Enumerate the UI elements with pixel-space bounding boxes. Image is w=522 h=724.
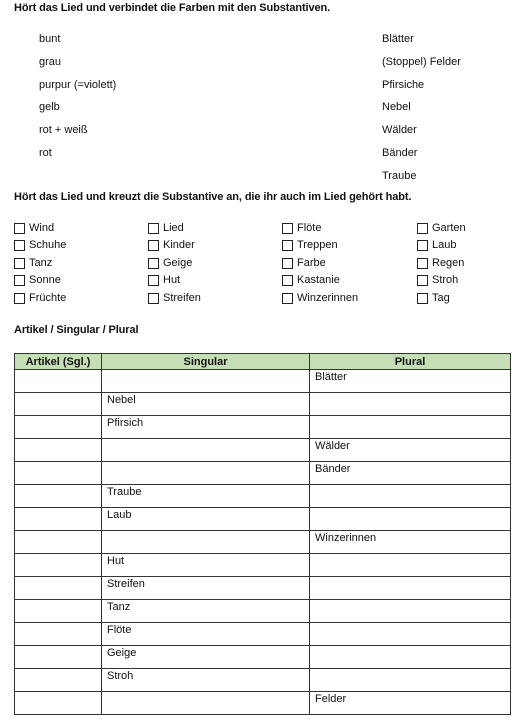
- article-cell[interactable]: [15, 439, 102, 462]
- table-row: [15, 692, 511, 715]
- singular-cell[interactable]: Flöte: [102, 623, 310, 646]
- article-cell[interactable]: [15, 692, 102, 715]
- plural-cell[interactable]: [310, 554, 511, 577]
- table-row: [15, 485, 511, 508]
- noun-word: Pfirsiche: [382, 79, 425, 91]
- checkbox-label: Tag: [432, 292, 450, 304]
- checkbox-label: Schuhe: [29, 239, 67, 251]
- checkbox-label: Winzerinnen: [297, 292, 359, 304]
- article-singular-plural-table: [14, 353, 511, 715]
- plural-cell[interactable]: [310, 669, 511, 692]
- plural-cell[interactable]: [310, 577, 511, 600]
- color-word: rot: [39, 147, 52, 159]
- column-header-plural: Plural: [310, 354, 511, 370]
- checkbox[interactable]: [417, 223, 428, 234]
- checkbox-item[interactable]: [417, 220, 466, 236]
- singular-cell[interactable]: Tanz: [102, 600, 310, 623]
- checkbox-item[interactable]: [148, 220, 184, 236]
- heading-match-colors: Hört das Lied und verbindet die Farben mit den Substantiven.: [14, 2, 331, 14]
- table-row: [15, 416, 511, 439]
- article-cell[interactable]: [15, 577, 102, 600]
- article-cell[interactable]: [15, 485, 102, 508]
- plural-cell[interactable]: Wälder: [310, 439, 511, 462]
- singular-cell[interactable]: [102, 439, 310, 462]
- table-row: [15, 623, 511, 646]
- checkbox-item[interactable]: [14, 220, 54, 236]
- noun-word: Nebel: [382, 101, 411, 113]
- table-header-row: [15, 354, 511, 370]
- checkbox-label: Treppen: [297, 239, 338, 251]
- checkbox-label: Stroh: [432, 274, 459, 286]
- singular-cell[interactable]: [102, 692, 310, 715]
- table-row: [15, 531, 511, 554]
- table-row: [15, 370, 511, 393]
- article-cell[interactable]: [15, 623, 102, 646]
- checkbox[interactable]: [148, 223, 159, 234]
- singular-cell[interactable]: [102, 531, 310, 554]
- checkbox[interactable]: [14, 240, 25, 251]
- checkbox-item[interactable]: [14, 237, 66, 253]
- table-row: [15, 669, 511, 692]
- table-row: [15, 600, 511, 623]
- checkbox[interactable]: [148, 275, 159, 286]
- color-word: rot + weiß: [39, 124, 88, 136]
- plural-cell[interactable]: Blätter: [310, 370, 511, 393]
- singular-cell[interactable]: Streifen: [102, 577, 310, 600]
- table-row: [15, 508, 511, 531]
- checkbox-item[interactable]: [282, 290, 358, 306]
- article-cell[interactable]: [15, 646, 102, 669]
- table-row: [15, 439, 511, 462]
- plural-cell[interactable]: [310, 623, 511, 646]
- checkbox-label: Geige: [163, 257, 193, 269]
- checkbox-item[interactable]: [148, 255, 192, 271]
- checkbox[interactable]: [14, 275, 25, 286]
- checkbox-item[interactable]: [417, 290, 450, 306]
- singular-cell[interactable]: Traube: [102, 485, 310, 508]
- heading-tick-nouns: Hört das Lied und kreuzt die Substantive an, die ihr auch im Lied gehört habt.: [14, 191, 412, 203]
- singular-cell[interactable]: Pfirsich: [102, 416, 310, 439]
- checkbox[interactable]: [282, 275, 293, 286]
- singular-cell[interactable]: Geige: [102, 646, 310, 669]
- checkbox[interactable]: [282, 258, 293, 269]
- color-word: bunt: [39, 33, 61, 45]
- checkbox-label: Streifen: [163, 292, 201, 304]
- checkbox-item[interactable]: [417, 237, 456, 253]
- checkbox-label: Kastanie: [297, 274, 340, 286]
- article-cell[interactable]: [15, 462, 102, 485]
- checkbox[interactable]: [417, 258, 428, 269]
- checkbox-item[interactable]: [14, 255, 52, 271]
- article-cell[interactable]: [15, 393, 102, 416]
- color-word: gelb: [39, 101, 60, 113]
- checkbox-label: Wind: [29, 222, 55, 234]
- checkbox[interactable]: [148, 293, 159, 304]
- article-cell[interactable]: [15, 531, 102, 554]
- checkbox-item[interactable]: [417, 255, 464, 271]
- table-row: [15, 462, 511, 485]
- checkbox-item[interactable]: [282, 237, 338, 253]
- article-cell[interactable]: [15, 416, 102, 439]
- checkbox-label: Farbe: [297, 257, 326, 269]
- column-header-article: Artikel (Sgl.): [15, 354, 102, 370]
- singular-cell[interactable]: Laub: [102, 508, 310, 531]
- singular-cell[interactable]: [102, 462, 310, 485]
- checkbox-item[interactable]: [148, 237, 195, 253]
- plural-cell[interactable]: Bänder: [310, 462, 511, 485]
- plural-cell[interactable]: [310, 485, 511, 508]
- checkbox-label: Hut: [163, 274, 181, 286]
- checkbox-label: Früchte: [29, 292, 67, 304]
- article-cell[interactable]: [15, 600, 102, 623]
- singular-cell[interactable]: Stroh: [102, 669, 310, 692]
- table-row: [15, 393, 511, 416]
- plural-cell[interactable]: [310, 646, 511, 669]
- checkbox-label: Regen: [432, 257, 465, 269]
- checkbox[interactable]: [417, 240, 428, 251]
- plural-cell[interactable]: Felder: [310, 692, 511, 715]
- noun-word: Blätter: [382, 33, 414, 45]
- checkbox-item[interactable]: [282, 272, 340, 288]
- plural-cell[interactable]: [310, 416, 511, 439]
- noun-word: Bänder: [382, 147, 418, 159]
- article-cell[interactable]: [15, 508, 102, 531]
- checkbox-item[interactable]: [417, 272, 458, 288]
- singular-cell[interactable]: Hut: [102, 554, 310, 577]
- checkbox[interactable]: [148, 258, 159, 269]
- checkbox-item[interactable]: [148, 290, 201, 306]
- plural-cell[interactable]: [310, 600, 511, 623]
- checkbox-item[interactable]: [14, 290, 66, 306]
- singular-cell[interactable]: Nebel: [102, 393, 310, 416]
- checkbox-label: Kinder: [163, 239, 195, 251]
- checkbox[interactable]: [417, 293, 428, 304]
- article-cell[interactable]: [15, 370, 102, 393]
- plural-cell[interactable]: [310, 393, 511, 416]
- color-word: grau: [39, 56, 62, 68]
- checkbox-label: Tanz: [29, 257, 53, 269]
- article-cell[interactable]: [15, 554, 102, 577]
- checkbox[interactable]: [417, 275, 428, 286]
- checkbox[interactable]: [14, 258, 25, 269]
- singular-cell[interactable]: [102, 370, 310, 393]
- checkbox-item[interactable]: [282, 220, 321, 236]
- plural-cell[interactable]: Winzerinnen: [310, 531, 511, 554]
- checkbox[interactable]: [282, 223, 293, 234]
- checkbox-label: Flöte: [297, 222, 322, 234]
- checkbox-item[interactable]: [14, 272, 61, 288]
- table-row: [15, 646, 511, 669]
- checkbox-label: Laub: [432, 239, 457, 251]
- checkbox[interactable]: [282, 293, 293, 304]
- checkbox-item[interactable]: [282, 255, 326, 271]
- plural-cell[interactable]: [310, 508, 511, 531]
- noun-word: Traube: [382, 170, 417, 182]
- checkbox-label: Lied: [163, 222, 184, 234]
- noun-word: Wälder: [382, 124, 417, 136]
- column-header-singular: Singular: [102, 354, 310, 370]
- checkbox-label: Garten: [432, 222, 466, 234]
- checkbox[interactable]: [282, 240, 293, 251]
- table-row: [15, 577, 511, 600]
- checkbox[interactable]: [14, 293, 25, 304]
- checkbox[interactable]: [14, 223, 25, 234]
- color-word: purpur (=violett): [39, 79, 117, 91]
- noun-word: (Stoppel) Felder: [382, 56, 461, 68]
- article-cell[interactable]: [15, 669, 102, 692]
- checkbox-item[interactable]: [148, 272, 180, 288]
- checkbox[interactable]: [148, 240, 159, 251]
- checkbox-label: Sonne: [29, 274, 61, 286]
- table-row: [15, 554, 511, 577]
- heading-article-singular-plural: Artikel / Singular / Plural: [14, 324, 139, 336]
